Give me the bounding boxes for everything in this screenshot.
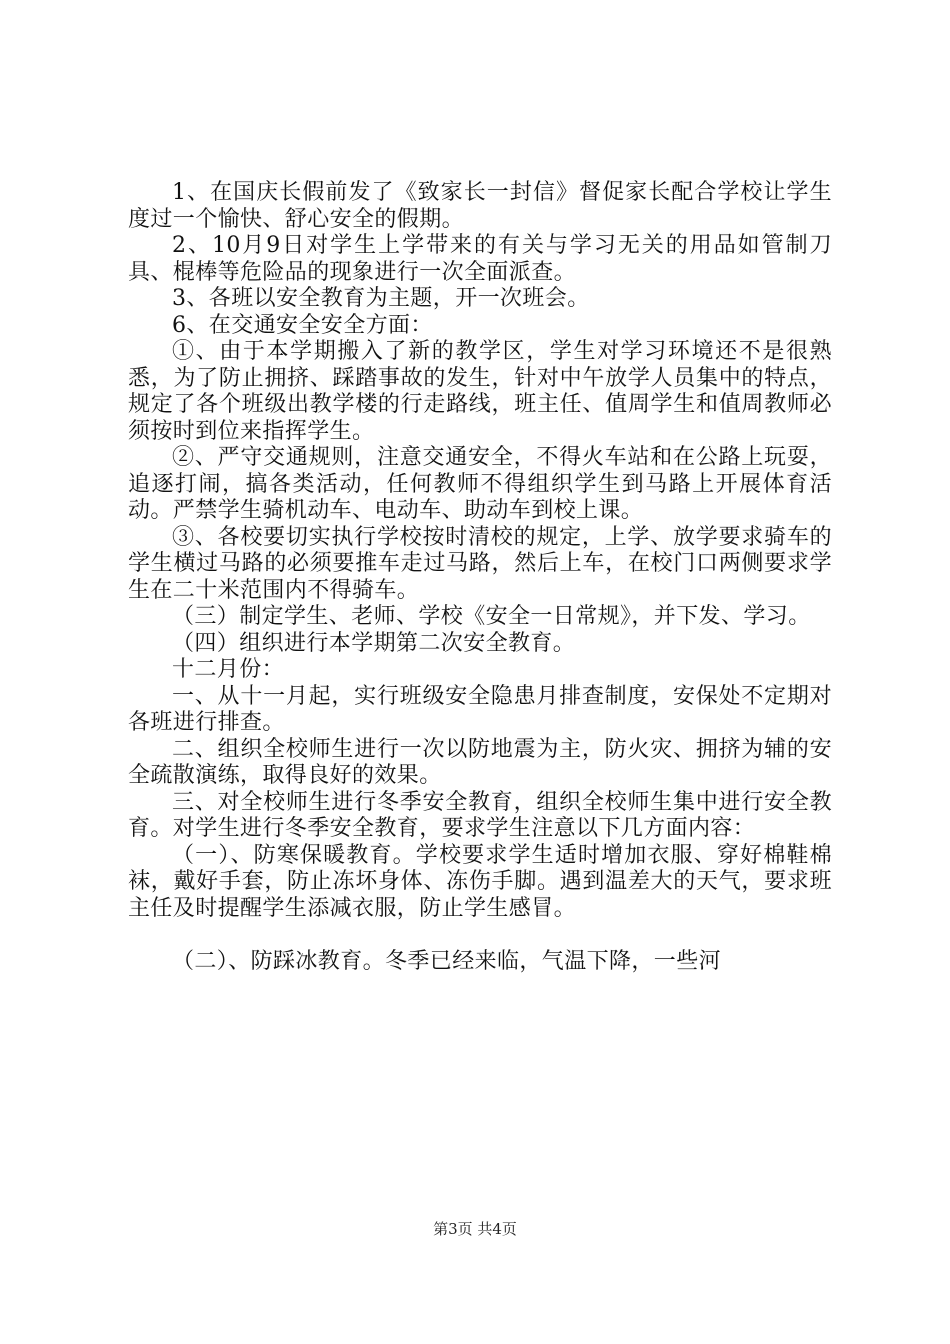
paragraph: 二、组织全校师生进行一次以防地震为主，防火灾、拥挤为辅的安全疏散演练，取得良好的效果。	[128, 736, 832, 788]
paragraph: （四）组织进行本学期第二次安全教育。	[172, 630, 576, 656]
paragraph: ③、各校要切实执行学校按时清校的规定，上学、放学要求骑车的学生横过马路的必须要推车走过马路，然后上车，在校门口两侧要求学生在二十米范围内不得骑车。	[128, 524, 832, 603]
document-body	[128, 180, 832, 976]
paragraph: （三）制定学生、老师、学校《安全一日常规》，并下发、学习。	[172, 604, 811, 629]
paragraph: 一、从十一月起，实行班级安全隐患月排查制度，安保处不定期对各班进行排查。	[128, 683, 832, 735]
paragraph: 三、对全校师生进行冬季安全教育，组织全校师生集中进行安全教育。对学生进行冬季安全教育，要求学生注意以下几方面内容：	[128, 789, 832, 841]
paragraph: ②、严守交通规则，注意交通安全，不得火车站和在公路上玩耍，追逐打闹，搞各类活动，任何教师不得组织学生到马路上开展体育活动。严禁学生骑机动车、电动车、助动车到校上课。	[128, 445, 832, 523]
paragraph: 6、在交通安全安全方面：	[172, 312, 433, 338]
paragraph: 十二月份：	[172, 657, 285, 682]
paragraph: ①、由于本学期搬入了新的教学区，学生对学习环境还不是很熟悉，为了防止拥挤、踩踏事故的发生，针对中午放学人员集中的特点，规定了各个班级出教学楼的行走路线，班主任、值周学生和值周教师必须按时到位来指挥学生。	[128, 339, 832, 444]
page-footer: 第3页 共4页	[433, 1220, 517, 1238]
paragraph: 3、各班以安全教育为主题，开一次班会。	[172, 286, 590, 311]
paragraph: （二）、防踩冰教育。冬季已经来临，气温下降，一些河	[172, 949, 722, 974]
paragraph: 2、10月9日对学生上学带来的有关与学习无关的用品如管制刀具、棍棒等危险品的现象进行一次全面派查。	[128, 233, 832, 285]
paragraph: 1、在国庆长假前发了《致家长一封信》督促家长配合学校让学生度过一个愉快、舒心安全的假期。	[128, 180, 832, 232]
paragraph: （一）、防寒保暖教育。学校要求学生适时增加衣服、穿好棉鞋棉袜，戴好手套，防止冻坏身体、冻伤手脚。遇到温差大的天气，要求班主任及时提醒学生添减衣服，防止学生感冒。	[128, 842, 832, 921]
